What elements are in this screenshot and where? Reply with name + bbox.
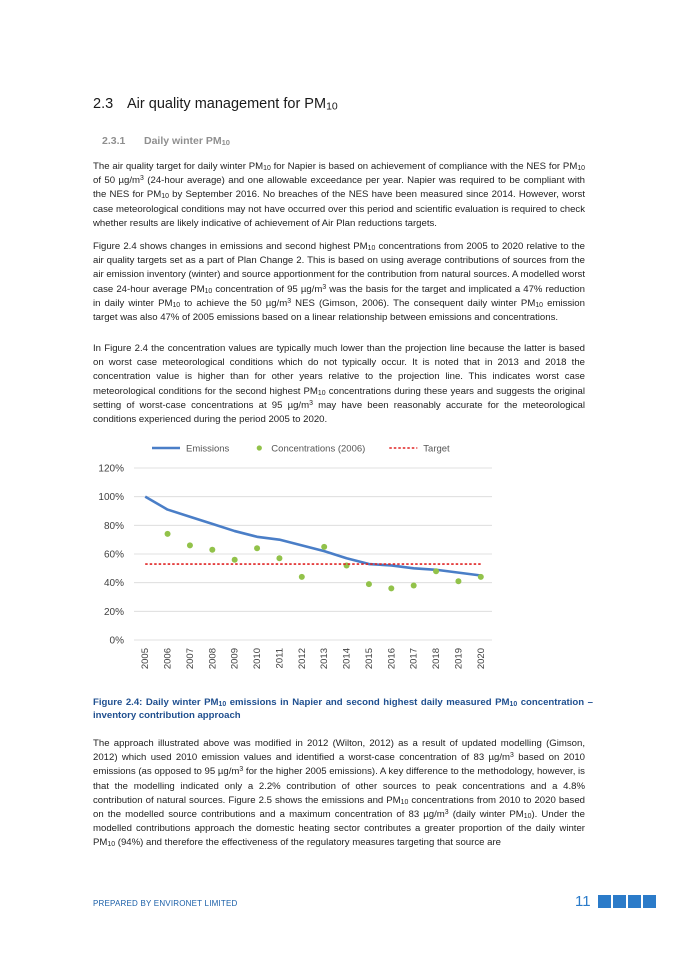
concentration-point [366,581,372,587]
x-tick-label: 2013 [319,648,331,670]
concentration-point [232,557,238,563]
concentration-point [187,542,193,548]
x-tick-label: 2017 [408,648,420,670]
x-tick-label: 2018 [431,648,443,670]
footer-block [628,895,641,908]
x-tick-label: 2011 [274,648,286,669]
subsection-title: Daily winter PM [144,135,222,147]
x-tick-label: 2016 [386,648,398,670]
y-tick-label: 40% [103,578,124,590]
x-tick-label: 2020 [475,648,487,670]
y-tick-label: 0% [109,635,124,647]
y-tick-label: 120% [98,463,124,475]
subsection-number: 2.3.1 [102,135,126,147]
paragraph-3: In Figure 2.4 the concentration values are typically much lower than the projection line because the latter is based on worst case meteorological conditions which do not typically occur. It is noted that in 2013 and 2018 the concentration value is higher than for other years relative to the projection line. This indicates worst case meteorological conditions for the second highest $PM_{10}$ concentrations during these years and suggests the original setting of worst-case concentrations at 95 $\mu g/m^3$ may have been reasonably accurate for the meteorological conditions experienced during the period 2005 to 2020. [93,343,585,426]
concentration-point [165,531,171,537]
section-title: Air quality management for PM [127,96,327,112]
concentration-point [388,585,394,591]
x-tick-label: 2005 [140,648,152,670]
subsection-title-subscript: 10 [221,138,231,148]
footer-decoration [598,895,656,908]
y-tick-label: 60% [103,549,124,561]
paragraph-2: Figure 2.4 shows changes in emissions and second highest $PM_{10}$ concentrations from 2005 to 2020 relative to the air quality targets set as a part of Plan Change 2. This is based on using average contributions of sources from the air emission inventory (winter) and source apportionment for the contribution from natural sources. A modelled worst case 24-hour average $PM_{10}$ concentration of 95 $\mu g/m^3$ was the basis for the target and implicated a 47% reduction in daily winter $PM_{10}$ to achieve the 50 $\mu g/m^3$ NES (Gimson, 2006). The consequent daily winter $PM_{10}$ emission target was also 47% of 2005 emissions based on a linear relationship between emissions and concentrations. [93,241,586,324]
legend-label: Concentrations (2006) [271,443,366,455]
concentration-point [209,547,215,553]
x-tick-label: 2019 [453,648,465,670]
concentration-point [276,555,282,561]
section-number: 2.3 [93,96,114,112]
concentration-point [254,545,260,551]
x-tick-label: 2007 [184,648,196,670]
x-tick-label: 2010 [252,648,264,670]
emissions-chart-svg [88,436,508,676]
concentration-point [299,574,305,580]
subsection-heading [102,135,230,147]
paragraph-1: The air quality target for daily winter $PM_{10}$ for Napier is based on achievement of compliance with the NES for $PM_{10}$ of 50 $\mu g/m^3$ (24-hour average) and one allowable exceedance per year. Napier was required to be compliant with the NES for $PM_{10}$ by September 2016. No breaches of the NES have been measured since 2014. However, worst case meteorological conditions may not have occurred over this period and scientific evaluation is required to check whether results are likely indicative of achievement of Air Plan reductions targets. [93,161,586,229]
x-tick-label: 2015 [363,648,375,670]
y-tick-label: 100% [98,492,124,504]
figure-caption: Figure 2.4: Daily winter $PM_{10}$ emissions in Napier and second highest daily measured $PM_{10}$ concentration – inventory contribution approach [93,697,593,721]
x-tick-label: 2009 [229,648,241,670]
x-tick-label: 2012 [296,648,308,670]
legend-swatch-concentrations [257,445,262,450]
x-tick-label: 2006 [162,648,174,670]
section-heading [93,96,338,112]
footer-block [598,895,611,908]
y-tick-label: 20% [103,606,124,618]
legend-label: Target [423,443,450,455]
x-tick-label: 2008 [207,648,219,670]
section-title-subscript: 10 [326,101,338,113]
paragraph-4: The approach illustrated above was modified in 2012 (Wilton, 2012) as a result of updated modelling (Gimson, 2012) which used 2010 emission values and identified a worst-case concentration of 83 $\mu g/m^3$ based on 2010 emissions (as opposed to 95 $\mu g/m^3$ for the higher 2005 emissions). A key difference to the methodology, however, is that the modelling indicated only a 2.2% contribution of other sources to peak concentrations and a 4.8% contribution of natural sources. Figure 2.5 shows the emissions and $PM_{10}$ concentrations from 2010 to 2020 based on the modelled source contributions and a maximum concentration of 83 $\mu g/m^3$ (daily winter $PM_{10}$). Under the modelled contributions approach the domestic heating sector contributes a greater proportion of the daily winter $PM_{10}$ (94%) and therefore the effectiveness of the regulatory measures targeting that source are [93,738,586,849]
concentration-point [455,578,461,584]
footer-block [643,895,656,908]
concentration-point [411,583,417,589]
x-tick-label: 2014 [341,648,353,670]
page-number: 11 [575,893,591,910]
legend-label: Emissions [186,443,230,455]
concentration-point [433,568,439,574]
footer-prepared-by: PREPARED BY ENVIRONET LIMITED [93,899,238,908]
concentration-point [321,544,327,550]
concentration-point [478,574,484,580]
emissions-chart [88,436,508,676]
footer-block [613,895,626,908]
y-tick-label: 80% [103,520,124,532]
